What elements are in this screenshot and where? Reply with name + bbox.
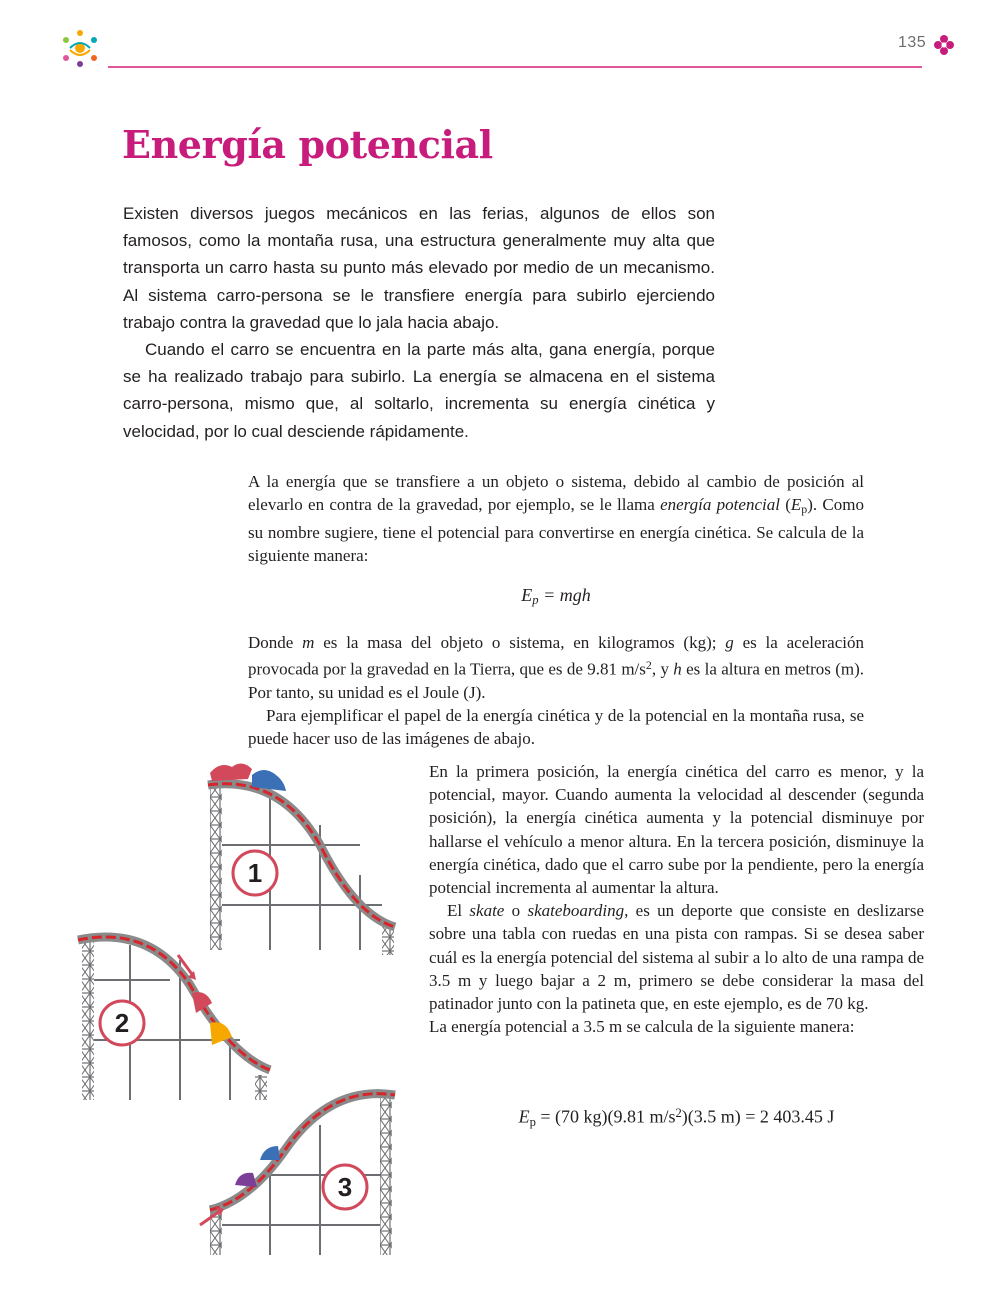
sun-logo-icon — [56, 26, 104, 70]
intro-paragraph-1: Existen diversos juegos mecánicos en las ferias, algunos de ellos son famosos, como la montaña rusa, una estructura generalmente muy alta que transporta un carro hasta su punto más elevado por medio de un mecanismo. Al sistema carro-persona se le transfiere energía para subirlo ejerciendo trabajo contra la gravedad que lo jala hacia abajo. — [123, 204, 715, 332]
position-label-1: 1 — [247, 858, 263, 888]
roller-coaster-figure — [70, 755, 410, 1265]
explanation-section — [248, 631, 864, 750]
intro-paragraph-2: Cuando el carro se encuentra en la parte más alta, gana energía, porque se ha realizado trabajo para subirlo. La energía se almacena en el sistema carro-persona, mismo que, al soltarlo, incrementa su energía cinética y velocidad, por lo cual desciende rápidamente. — [123, 340, 715, 441]
calculation-intro: La energía potencial a 3.5 m se calcula de la siguiente manera: — [429, 1017, 855, 1037]
positions-paragraph: En la primera posición, la energía cinética del carro es menor, y la potencial, mayor. Cuando aumenta la velocidad al descender (segunda posición), la energía cinética aumenta y la potencial disminuye por hallarse el vehículo a menor altura. En la tercera posición, disminuye la energía cinética, dado que el carro sube por la pendiente, pero la energía potencial incrementa al aumentar la altura. — [429, 762, 924, 898]
page-title: Energía potencial — [122, 122, 493, 167]
explanation-paragraph-1: Donde m es la masa del objeto o sistema, en kilogramos (kg); g es la aceleración provocada por la gravedad en la Tierra, que es de 9.81 $m/s^2$, y h es la altura en metros (m). Por tanto, su unidad es el Joule (J). — [248, 633, 865, 702]
coaster-scene-1 — [208, 763, 395, 955]
position-label-2: 2 — [114, 1008, 130, 1038]
skate-paragraph: El skate o skateboarding, es un deporte que consiste en deslizarse sobre una tabla con ruedas en una pista con rampas. Si se desea saber cuál es la energía potencial del sistema al subir a lo alto de una rampa de 3.5 m y luego bajar a 2 m, primero se debe considerar la masa del patinador junto con la patineta que, en este ejemplo, es de 70 kg. — [429, 901, 924, 1014]
definition-paragraph: A la energía que se transfiere a un objeto o sistema, debido al cambio de posición al elevarlo en contra de la gravedad, por ejemplo, se le llama energía potencial $(E_p)$. Como su nombre sugiere, tiene el potencial para convertirse en energía cinética. Se calcula de la siguiente manera: — [248, 472, 864, 565]
formula-ep-mgh: $E_p$ = mgh — [521, 585, 591, 608]
definition-section — [248, 470, 864, 567]
right-column — [429, 760, 924, 1038]
page-number: 135 — [898, 34, 927, 51]
term-energia-potencial: energía potencial — [660, 495, 780, 514]
formula-ep-result: $E_p = (70$ kg)(9.81 $m/s^2)(3.5$ m) = 2 403.45 J — [518, 1106, 835, 1129]
explanation-paragraph-2: Para ejemplificar el papel de la energía cinética y de la potencial en la montaña rusa, se puede hacer uso de las imágenes de abajo. — [248, 705, 864, 749]
coaster-scene-3 — [200, 1094, 395, 1255]
flower-icon — [933, 34, 955, 56]
header-rule — [108, 66, 922, 68]
intro-section — [123, 200, 715, 445]
coaster-scene-2 — [78, 937, 270, 1100]
position-label-3: 3 — [337, 1172, 353, 1202]
